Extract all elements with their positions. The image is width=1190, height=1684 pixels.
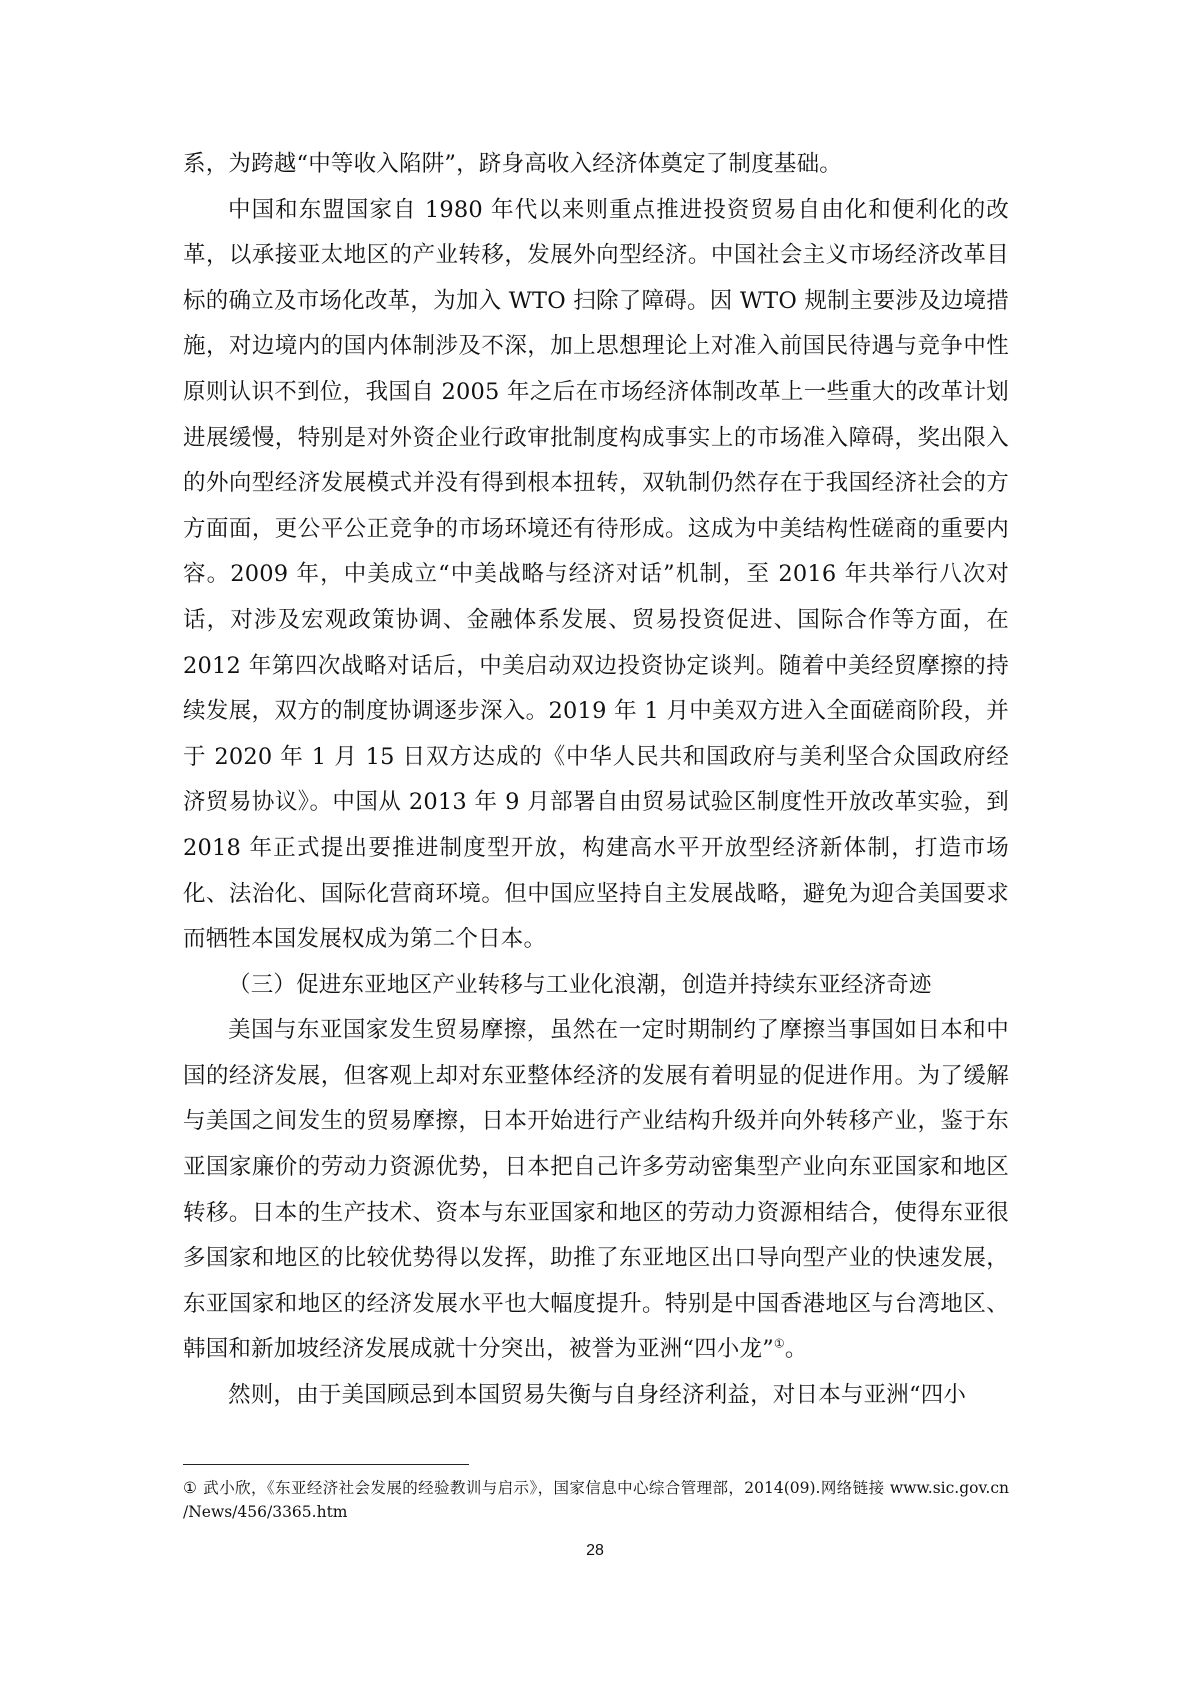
footnote-divider (183, 1464, 469, 1465)
paragraph-us-concerns: 然则，由于美国顾忌到本国贸易失衡与自身经济利益，对日本与亚洲“四小 (228, 1382, 967, 1409)
footnote-text: 武小欣，《东亚经济社会发展的经验教训与启示》，国家信息中心综合管理部，2014(09).网络链接 www.sic.gov.cn /News/456/3365.htm (183, 1479, 1009, 1521)
footnote-reference[interactable]: ① (773, 1336, 785, 1351)
body-text (183, 142, 1009, 1419)
footnote-mark: ① (183, 1479, 198, 1497)
footnote (183, 1476, 1009, 1524)
paragraph-end-punct: 。 (784, 1336, 808, 1363)
paragraph-east-asia-industry (183, 1008, 1009, 1373)
section-heading-3: （三）促进东亚地区产业转移与工业化浪潮，创造并持续东亚经济奇迹 (228, 971, 932, 998)
paragraph-continuation: 系，为跨越“中等收入陷阱”，跻身高收入经济体奠定了制度基础。 (183, 151, 843, 177)
paragraph-text: 美国与东亚国家发生贸易摩擦，虽然在一定时期制约了摩擦当事国如日本和中国的经济发展，但客观上却对东亚整体经济的发展有着明显的促进作用。为了缓解与美国之间发生的贸易摩擦，日本开始进行产业结构升级并向外转移产业，鉴于东亚国家廉价的劳动力资源优势，日本把自己许多劳动密集型产业向东亚国家和地区转移。日本的生产技术、资本与东亚国家和地区的劳动力资源相结合，使得东亚很多国家和地区的比较优势得以发挥，助推了东亚地区出口导向型产业的快速发展，东亚国家和地区的经济发展水平也大幅度提升。特别是中国香港地区与台湾地区、韩国和新加坡经济发展成就十分突出，被誉为亚洲“四小龙” (183, 1017, 1009, 1363)
page-number: 28 (586, 1542, 604, 1559)
paragraph-china-asean-reform: 中国和东盟国家自 1980 年代以来则重点推进投资贸易自由化和便利化的改革，以承接亚太地区的产业转移，发展外向型经济。中国社会主义市场经济改革目标的确立及市场化改革，为加入 WTO 扫除了障碍。因 WTO 规制主要涉及边境措施，对边境内的国内体制涉及不深，加上思想理论上对准入前国民待遇与竞争中性原则认识不到位，我国自 2005 年之后在市场经济体制改革上一些重大的改革计划进展缓慢，特别是对外资企业行政审批制度构成事实上的市场准入障碍，奖出限入的外向型经济发展模式并没有得到根本扭转，双轨制仍然存在于我国经济社会的方方面面，更公平公正竞争的市场环境还有待形成。这成为中美结构性磋商的重要内容。2009 年，中美成立“中美战略与经济对话”机制，至 2016 年共举行八次对话，对涉及宏观政策协调、金融体系发展、贸易投资促进、国际合作等方面，在 2012 年第四次战略对话后，中美启动双边投资协定谈判。随着中美经贸摩擦的持续发展，双方的制度协调逐步深入。2019 年 1 月中美双方进入全面磋商阶段，并于 2020 年 1 月 15 日双方达成的《中华人民共和国政府与美利坚合众国政府经济贸易协议》。中国从 2013 年 9 月部署自由贸易试验区制度性开放改革实验，到 2018 年正式提出要推进制度型开放，构建高水平开放型经济新体制，打造市场化、法治化、国际化营商环境。但中国应坚持自主发展战略，避免为迎合美国要求而牺牲本国发展权成为第二个日本。 (183, 196, 1009, 953)
